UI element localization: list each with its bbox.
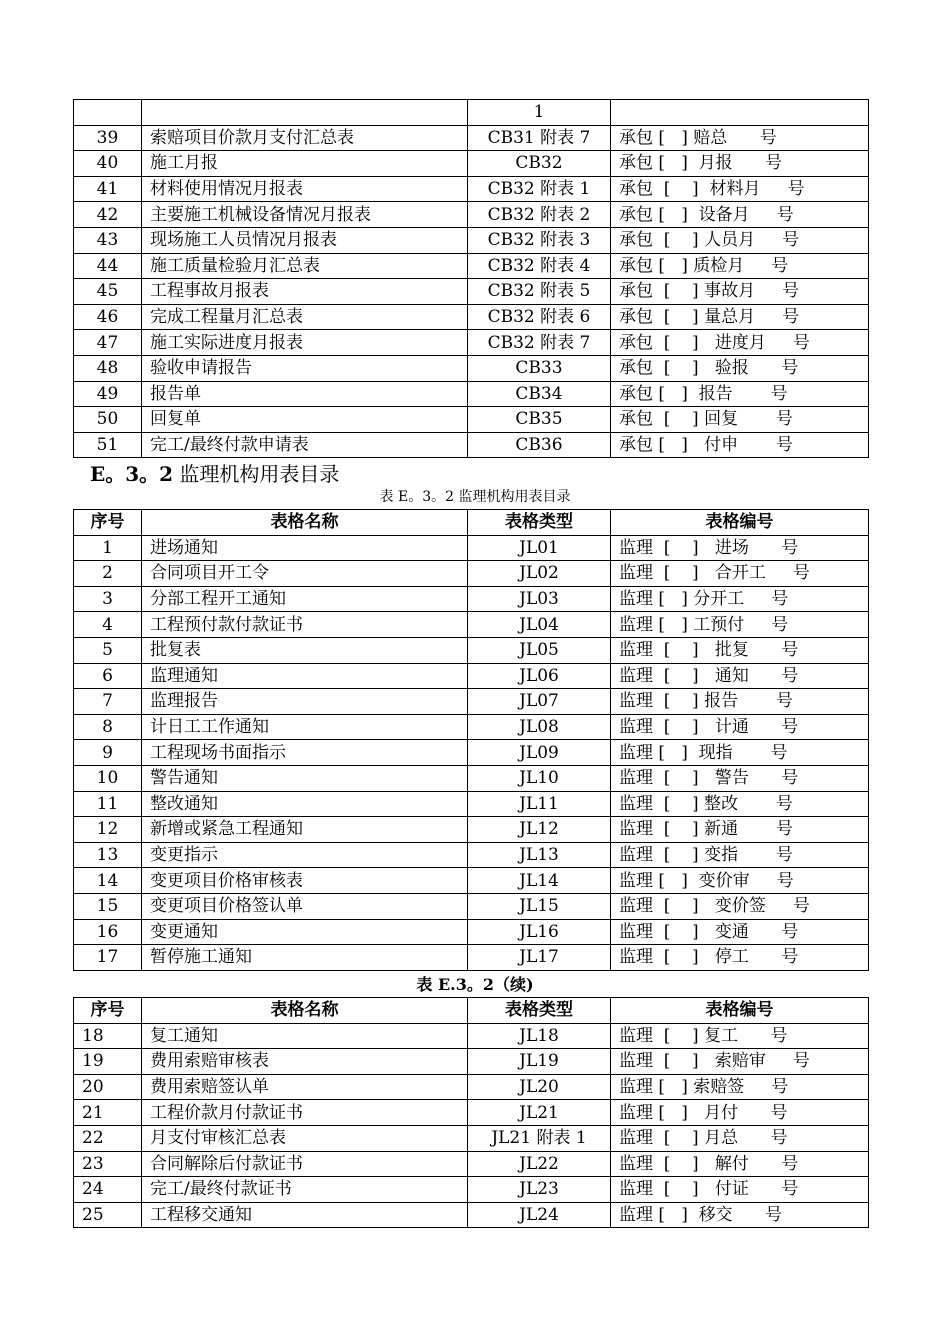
row-form-code: 监理 [ ] 复工 号 xyxy=(611,1023,869,1049)
row-form-name: 变更通知 xyxy=(142,919,468,945)
row-form-type: JL21 xyxy=(468,1100,611,1126)
row-form-name: 索赔项目价款月支付汇总表 xyxy=(142,125,468,151)
table-row xyxy=(74,330,869,356)
row-seq: 4 xyxy=(74,612,142,638)
row-form-name: 材料使用情况月报表 xyxy=(142,176,468,202)
row-seq: 5 xyxy=(74,637,142,663)
table-row xyxy=(74,561,869,587)
row-seq: 40 xyxy=(74,151,142,177)
supervision-forms-table xyxy=(73,509,869,971)
row-form-type: CB32 附表 2 xyxy=(468,202,611,228)
table-row xyxy=(74,202,869,228)
table-header-row xyxy=(74,100,869,126)
table-row xyxy=(74,868,869,894)
row-seq: 16 xyxy=(74,919,142,945)
row-seq: 14 xyxy=(74,868,142,894)
row-form-code: 承包 [ ] 事故月 号 xyxy=(611,279,869,305)
table-row xyxy=(74,1074,869,1100)
row-form-code: 监理 [ ] 付证 号 xyxy=(611,1177,869,1203)
table-row xyxy=(74,637,869,663)
row-form-type: CB32 附表 3 xyxy=(468,227,611,253)
row-form-code: 监理 [ ] 新通 号 xyxy=(611,817,869,843)
row-seq: 18 xyxy=(74,1023,142,1049)
table-row xyxy=(74,1125,869,1151)
row-seq: 15 xyxy=(74,893,142,919)
row-form-name: 监理报告 xyxy=(142,689,468,715)
row-form-type: JL08 xyxy=(468,714,611,740)
column-header-code: 表格编号 xyxy=(611,510,869,536)
row-form-name: 完工/最终付款证书 xyxy=(142,1177,468,1203)
row-seq: 48 xyxy=(74,355,142,381)
row-form-code: 监理 [ ] 停工 号 xyxy=(611,945,869,971)
row-form-name: 计日工工作通知 xyxy=(142,714,468,740)
row-seq: 1 xyxy=(74,535,142,561)
row-form-name: 批复表 xyxy=(142,637,468,663)
row-form-type: JL07 xyxy=(468,689,611,715)
row-form-type: CB31 附表 7 xyxy=(468,125,611,151)
row-seq: 46 xyxy=(74,304,142,330)
row-form-name: 整改通知 xyxy=(142,791,468,817)
row-form-code: 监理 [ ] 解付 号 xyxy=(611,1151,869,1177)
row-form-code: 监理 [ ] 变指 号 xyxy=(611,842,869,868)
table-row xyxy=(74,919,869,945)
row-form-type: JL10 xyxy=(468,765,611,791)
row-form-code: 承包 [ ] 人员月 号 xyxy=(611,227,869,253)
row-form-type: JL24 xyxy=(468,1202,611,1228)
table-row xyxy=(74,1202,869,1228)
row-form-name: 施工实际进度月报表 xyxy=(142,330,468,356)
contractor-forms-table xyxy=(73,99,869,458)
header-cell-name xyxy=(142,100,468,126)
row-form-code: 监理 [ ] 移交 号 xyxy=(611,1202,869,1228)
row-form-code: 承包 [ ] 月报 号 xyxy=(611,151,869,177)
table-row xyxy=(74,1177,869,1203)
row-form-type: CB32 附表 7 xyxy=(468,330,611,356)
row-seq: 21 xyxy=(74,1100,142,1126)
row-form-code: 监理 [ ] 月总 号 xyxy=(611,1125,869,1151)
row-form-name: 新增或紧急工程通知 xyxy=(142,817,468,843)
row-form-code: 监理 [ ] 通知 号 xyxy=(611,663,869,689)
table-row xyxy=(74,227,869,253)
table-row xyxy=(74,1049,869,1075)
table-row xyxy=(74,1100,869,1126)
supervision-forms-body xyxy=(74,535,869,970)
row-form-name: 施工月报 xyxy=(142,151,468,177)
row-form-type: CB32 附表 4 xyxy=(468,253,611,279)
row-seq: 9 xyxy=(74,740,142,766)
row-form-type: CB32 xyxy=(468,151,611,177)
row-form-name: 暂停施工通知 xyxy=(142,945,468,971)
table-row xyxy=(74,842,869,868)
row-form-name: 完工/最终付款申请表 xyxy=(142,432,468,458)
row-form-code: 监理 [ ] 整改 号 xyxy=(611,791,869,817)
table-row xyxy=(74,689,869,715)
row-form-name: 月支付审核汇总表 xyxy=(142,1125,468,1151)
row-form-type: CB34 xyxy=(468,381,611,407)
column-header-seq: 序号 xyxy=(74,510,142,536)
table-row xyxy=(74,663,869,689)
row-form-name: 施工质量检验月汇总表 xyxy=(142,253,468,279)
row-form-type: JL12 xyxy=(468,817,611,843)
row-seq: 50 xyxy=(74,407,142,433)
table-row xyxy=(74,279,869,305)
row-form-name: 回复单 xyxy=(142,407,468,433)
row-form-name: 变更项目价格签认单 xyxy=(142,893,468,919)
table-row xyxy=(74,407,869,433)
column-header-row xyxy=(74,510,869,536)
row-form-code: 监理 [ ] 分开工 号 xyxy=(611,586,869,612)
row-form-type: JL17 xyxy=(468,945,611,971)
row-form-type: JL02 xyxy=(468,561,611,587)
row-form-name: 进场通知 xyxy=(142,535,468,561)
row-form-name: 变更项目价格审核表 xyxy=(142,868,468,894)
table-row xyxy=(74,1151,869,1177)
supervision-forms-continued-body xyxy=(74,1023,869,1228)
row-form-name: 工程现场书面指示 xyxy=(142,740,468,766)
row-form-name: 工程移交通知 xyxy=(142,1202,468,1228)
row-form-name: 分部工程开工通知 xyxy=(142,586,468,612)
row-seq: 6 xyxy=(74,663,142,689)
row-form-type: JL01 xyxy=(468,535,611,561)
section-heading xyxy=(90,458,339,487)
row-form-code: 监理 [ ] 合开工 号 xyxy=(611,561,869,587)
supervision-forms-continued-table xyxy=(73,997,869,1228)
table-row xyxy=(74,765,869,791)
row-seq: 51 xyxy=(74,432,142,458)
row-form-type: JL11 xyxy=(468,791,611,817)
row-form-name: 警告通知 xyxy=(142,765,468,791)
row-form-code: 承包 [ ] 质检月 号 xyxy=(611,253,869,279)
table-row xyxy=(74,586,869,612)
row-form-code: 承包 [ ] 设备月 号 xyxy=(611,202,869,228)
row-form-name: 现场施工人员情况月报表 xyxy=(142,227,468,253)
row-seq: 41 xyxy=(74,176,142,202)
row-form-type: JL15 xyxy=(468,893,611,919)
table-row xyxy=(74,945,869,971)
column-header-seq: 序号 xyxy=(74,998,142,1024)
row-form-type: CB32 附表 1 xyxy=(468,176,611,202)
table-row xyxy=(74,151,869,177)
column-header-type: 表格类型 xyxy=(468,998,611,1024)
row-form-code: 监理 [ ] 计通 号 xyxy=(611,714,869,740)
row-form-type: CB36 xyxy=(468,432,611,458)
row-seq: 3 xyxy=(74,586,142,612)
row-seq: 49 xyxy=(74,381,142,407)
row-seq: 23 xyxy=(74,1151,142,1177)
row-seq: 17 xyxy=(74,945,142,971)
column-header-row xyxy=(74,998,869,1024)
row-form-code: 监理 [ ] 警告 号 xyxy=(611,765,869,791)
table-row xyxy=(74,791,869,817)
column-header-code: 表格编号 xyxy=(611,998,869,1024)
section-title: 监理机构用表目录 xyxy=(173,462,340,486)
row-form-name: 工程事故月报表 xyxy=(142,279,468,305)
row-form-type: CB35 xyxy=(468,407,611,433)
row-form-name: 变更指示 xyxy=(142,842,468,868)
column-header-type: 表格类型 xyxy=(468,510,611,536)
row-form-code: 承包 [ ] 赔总 号 xyxy=(611,125,869,151)
row-form-name: 监理通知 xyxy=(142,663,468,689)
table-row xyxy=(74,304,869,330)
row-form-code: 监理 [ ] 变价审 号 xyxy=(611,868,869,894)
row-form-name: 复工通知 xyxy=(142,1023,468,1049)
table-row xyxy=(74,125,869,151)
table-row xyxy=(74,381,869,407)
table-row xyxy=(74,176,869,202)
row-form-name: 主要施工机械设备情况月报表 xyxy=(142,202,468,228)
row-seq: 13 xyxy=(74,842,142,868)
row-form-name: 费用索赔签认单 xyxy=(142,1074,468,1100)
row-form-type: CB32 附表 6 xyxy=(468,304,611,330)
row-seq: 11 xyxy=(74,791,142,817)
row-seq: 43 xyxy=(74,227,142,253)
row-seq: 47 xyxy=(74,330,142,356)
row-seq: 24 xyxy=(74,1177,142,1203)
column-header-name: 表格名称 xyxy=(142,998,468,1024)
header-cell-type: 1 xyxy=(468,100,611,126)
row-seq: 8 xyxy=(74,714,142,740)
row-seq: 7 xyxy=(74,689,142,715)
row-form-code: 承包 [ ] 进度月 号 xyxy=(611,330,869,356)
row-form-code: 监理 [ ] 索赔审 号 xyxy=(611,1049,869,1075)
row-form-code: 监理 [ ] 进场 号 xyxy=(611,535,869,561)
row-form-code: 承包 [ ] 验报 号 xyxy=(611,355,869,381)
row-seq: 20 xyxy=(74,1074,142,1100)
row-seq: 22 xyxy=(74,1125,142,1151)
row-seq: 2 xyxy=(74,561,142,587)
row-form-type: JL18 xyxy=(468,1023,611,1049)
row-form-type: JL16 xyxy=(468,919,611,945)
header-cell-seq xyxy=(74,100,142,126)
row-form-type: JL21 附表 1 xyxy=(468,1125,611,1151)
row-form-code: 监理 [ ] 工预付 号 xyxy=(611,612,869,638)
row-form-name: 工程预付款付款证书 xyxy=(142,612,468,638)
row-form-code: 监理 [ ] 变价签 号 xyxy=(611,893,869,919)
row-form-name: 合同项目开工令 xyxy=(142,561,468,587)
table-row xyxy=(74,432,869,458)
row-form-code: 监理 [ ] 索赔签 号 xyxy=(611,1074,869,1100)
row-form-type: JL23 xyxy=(468,1177,611,1203)
row-form-code: 监理 [ ] 现指 号 xyxy=(611,740,869,766)
row-form-type: JL22 xyxy=(468,1151,611,1177)
row-form-code: 监理 [ ] 变通 号 xyxy=(611,919,869,945)
row-form-code: 监理 [ ] 批复 号 xyxy=(611,637,869,663)
contractor-forms-body xyxy=(74,100,869,458)
table-row xyxy=(74,714,869,740)
table-row xyxy=(74,612,869,638)
row-form-type: JL20 xyxy=(468,1074,611,1100)
row-form-type: JL03 xyxy=(468,586,611,612)
row-form-type: JL04 xyxy=(468,612,611,638)
row-seq: 25 xyxy=(74,1202,142,1228)
row-seq: 39 xyxy=(74,125,142,151)
table-row xyxy=(74,535,869,561)
row-seq: 42 xyxy=(74,202,142,228)
row-form-type: CB33 xyxy=(468,355,611,381)
row-form-name: 完成工程量月汇总表 xyxy=(142,304,468,330)
row-form-code: 承包 [ ] 报告 号 xyxy=(611,381,869,407)
row-form-type: JL05 xyxy=(468,637,611,663)
row-form-code: 承包 [ ] 材料月 号 xyxy=(611,176,869,202)
row-seq: 19 xyxy=(74,1049,142,1075)
row-form-name: 合同解除后付款证书 xyxy=(142,1151,468,1177)
table-row xyxy=(74,817,869,843)
table-row xyxy=(74,355,869,381)
row-seq: 44 xyxy=(74,253,142,279)
row-form-code: 监理 [ ] 报告 号 xyxy=(611,689,869,715)
column-header-name: 表格名称 xyxy=(142,510,468,536)
row-form-type: JL13 xyxy=(468,842,611,868)
row-form-name: 验收申请报告 xyxy=(142,355,468,381)
table-row xyxy=(74,1023,869,1049)
row-form-code: 承包 [ ] 量总月 号 xyxy=(611,304,869,330)
row-form-code: 承包 [ ] 付申 号 xyxy=(611,432,869,458)
table-caption: 表 E。3。2 监理机构用表目录 xyxy=(379,489,571,505)
table-row xyxy=(74,740,869,766)
row-form-type: JL14 xyxy=(468,868,611,894)
row-seq: 12 xyxy=(74,817,142,843)
row-form-type: JL06 xyxy=(468,663,611,689)
row-form-code: 承包 [ ] 回复 号 xyxy=(611,407,869,433)
section-number: E。3。2 xyxy=(90,462,174,486)
row-form-name: 费用索赔审核表 xyxy=(142,1049,468,1075)
table-continued-caption: 表 E.3。2（续) xyxy=(416,975,534,994)
row-form-name: 报告单 xyxy=(142,381,468,407)
table-row xyxy=(74,893,869,919)
row-form-type: JL19 xyxy=(468,1049,611,1075)
row-form-code: 监理 [ ] 月付 号 xyxy=(611,1100,869,1126)
row-form-name: 工程价款月付款证书 xyxy=(142,1100,468,1126)
row-seq: 10 xyxy=(74,765,142,791)
header-cell-code xyxy=(611,100,869,126)
row-seq: 45 xyxy=(74,279,142,305)
row-form-type: CB32 附表 5 xyxy=(468,279,611,305)
row-form-type: JL09 xyxy=(468,740,611,766)
table-row xyxy=(74,253,869,279)
